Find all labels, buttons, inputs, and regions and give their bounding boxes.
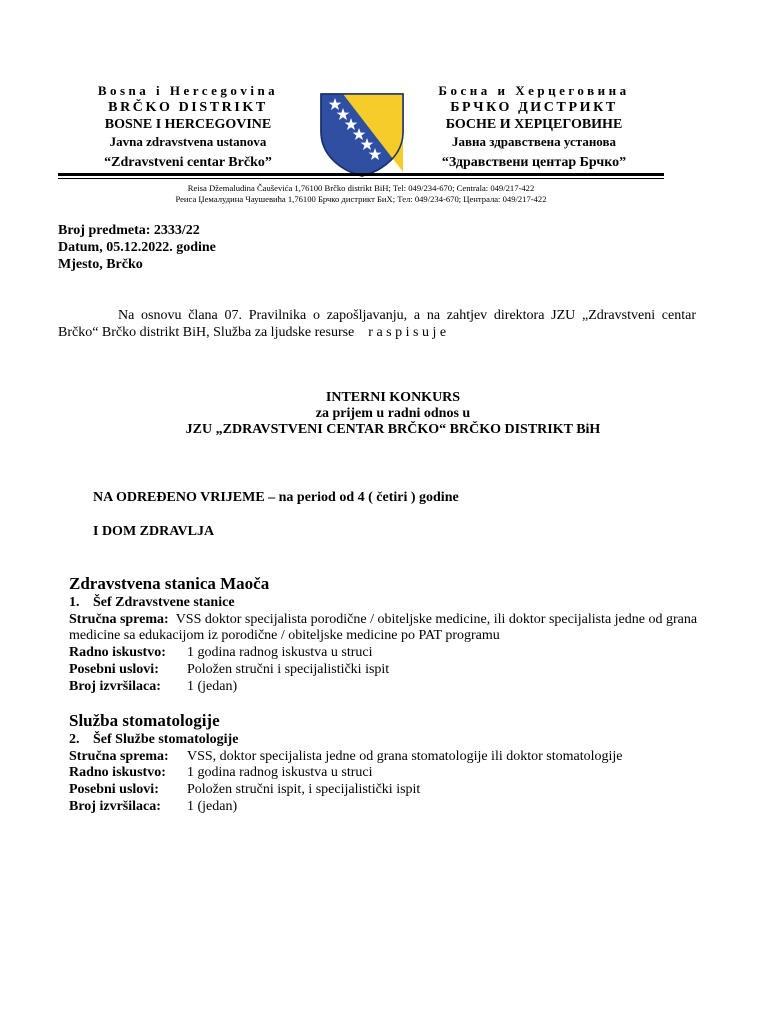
intro-text: Na osnovu člana 07. Pravilnika o zapošljavanju, a na zahtjev direktora JZU „Zdravstveni centar Brčko“ Brčko distrikt BiH, Služba za ljudske resurse bbox=[58, 308, 696, 340]
institution-type-cyrillic: Јавна здравствена установа bbox=[451, 134, 617, 149]
requirement-special: Posebni uslovi: Položen stručni ispit, i specijalistički ispit bbox=[69, 782, 421, 798]
position-title: 1. Šef Zdravstvene stanice bbox=[69, 595, 235, 610]
intro-action: raspisuje bbox=[368, 325, 450, 340]
district-name-cyrillic: БРЧКО ДИСТРИКТ bbox=[450, 100, 618, 115]
case-number: Broj predmeta: 2333/22 bbox=[58, 223, 200, 238]
requirement-special: Posebni uslovi: Položen stručni i specijalistički ispit bbox=[69, 661, 390, 677]
employment-period: NA ODREĐENO VRIJEME – na period od 4 ( četiri ) godine bbox=[93, 490, 459, 505]
document-place: Mjesto, Brčko bbox=[58, 257, 143, 272]
coat-of-arms-icon bbox=[319, 92, 405, 178]
unit-heading: I DOM ZDRAVLJA bbox=[93, 524, 215, 539]
title-institution: JZU „ZDRAVSTVENI CENTAR BRČKO“ BRČKO DISTRIKT BiH bbox=[185, 422, 601, 437]
header-divider-thin bbox=[58, 178, 664, 179]
section-title: Služba stomatologije bbox=[69, 711, 220, 730]
address-latin: Reisa Džemaludina Čauševića 1,76100 Brčko distrikt BiH; Tel: 049/234-670; Centrala: 049/217-422 bbox=[187, 183, 535, 193]
header-divider-thick bbox=[58, 173, 664, 176]
requirement-experience: Radno iskustvo: 1 godina radnog iskustva u struci bbox=[69, 765, 373, 781]
institution-type-latin: Javna zdravstvena ustanova bbox=[109, 134, 267, 149]
district-name-latin: BRČKO DISTRIKT bbox=[108, 100, 268, 115]
section-maoca bbox=[69, 573, 709, 695]
position-title: 2. Šef Službe stomatologije bbox=[69, 732, 239, 747]
section-stomatologija bbox=[69, 710, 709, 816]
country-name-cyrillic: Босна и Херцеговина bbox=[438, 83, 630, 98]
country-name-latin: Bosna i Hercegovina bbox=[97, 83, 279, 98]
requirement-count: Broj izvršilaca: 1 (jedan) bbox=[69, 678, 238, 694]
requirement-count: Broj izvršilaca: 1 (jedan) bbox=[69, 798, 238, 814]
requirement-experience: Radno iskustvo: 1 godina radnog iskustva u struci bbox=[69, 645, 373, 661]
letterhead-latin bbox=[58, 82, 318, 171]
country-full-latin: BOSNE I HERCEGOVINE bbox=[104, 117, 272, 132]
requirement-education: Stručna sprema: VSS, doktor specijalista jedne od grana stomatologije ili doktor stomatologije bbox=[69, 748, 623, 764]
institution-name-latin: “Zdravstveni centar Brčko” bbox=[104, 155, 272, 170]
title-main: INTERNI KONKURS bbox=[325, 390, 461, 405]
document-meta bbox=[58, 222, 216, 273]
document-title bbox=[58, 390, 728, 438]
requirement-education: Stručna sprema: VSS doktor specijalista porodične / obiteljske medicine, ili doktor specijalista jedne od grana medicine sa edukacijom iz porodične / obiteljske medicine po PAT programu bbox=[69, 611, 698, 644]
document-date: Datum, 05.12.2022. godine bbox=[58, 240, 216, 255]
title-sub: za prijem u radni odnos u bbox=[315, 406, 471, 421]
letterhead-cyrillic bbox=[404, 82, 664, 171]
country-full-cyrillic: БОСНЕ И ХЕРЦЕГОВИНЕ bbox=[445, 117, 623, 132]
intro-paragraph bbox=[58, 307, 696, 341]
address-cyrillic: Реиса Џемалудина Чаушевића 1,76100 Брчко дистрикт БиХ; Тел: 049/234-670; Централа: 049/217-422 bbox=[175, 194, 547, 204]
institution-name-cyrillic: “Здравствени центар Брчко” bbox=[441, 155, 627, 170]
section-title: Zdravstvena stanica Maoča bbox=[69, 574, 270, 593]
